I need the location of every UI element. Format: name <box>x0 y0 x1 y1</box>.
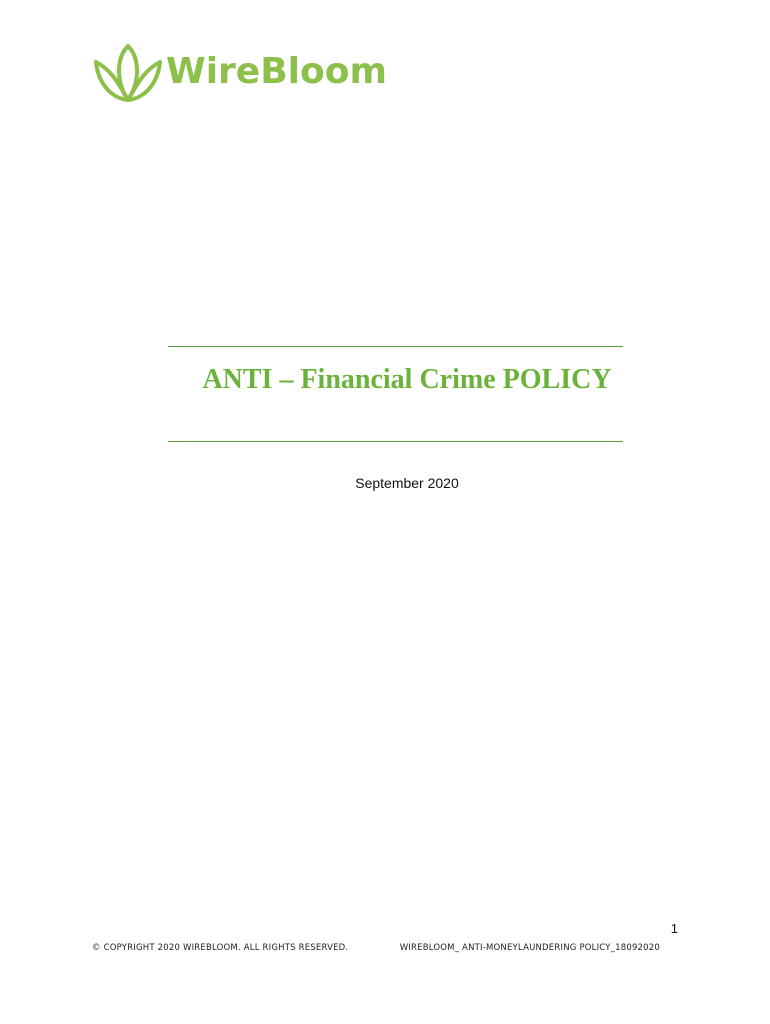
document-date: September 2020 <box>355 475 459 491</box>
lotus-leaf-icon <box>92 42 164 106</box>
title-rule-top <box>168 346 623 347</box>
page-number: 1 <box>670 921 678 936</box>
footer-copyright: © COPYRIGHT 2020 WIREBLOOM. ALL RIGHTS RESERVED. <box>92 943 349 953</box>
logo-wordmark: WireBloom <box>166 51 387 92</box>
footer-document-reference: WIREBLOOM_ ANTI-MONEYLAUNDERING POLICY_18092020 <box>399 943 660 953</box>
document-title: ANTI – Financial Crime POLICY <box>202 364 612 395</box>
wirebloom-logo <box>92 42 387 106</box>
title-rule-bottom <box>168 441 623 442</box>
